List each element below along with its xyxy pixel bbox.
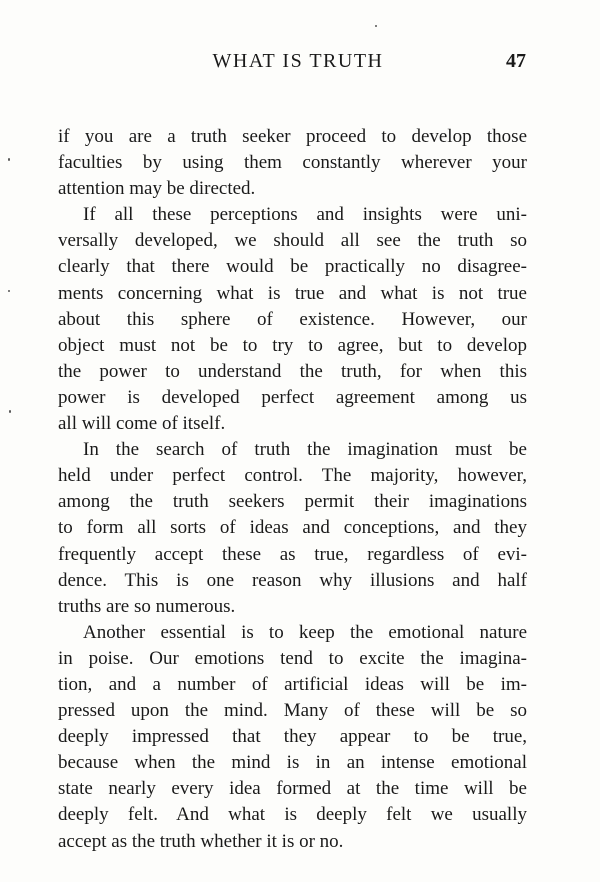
text-line: all will come of itself. xyxy=(58,413,226,435)
text-line: clearly that there would be practically no disagree- xyxy=(58,256,527,278)
scan-speck xyxy=(8,158,10,161)
running-title: WHAT IS TRUTH xyxy=(212,50,384,72)
paragraph xyxy=(58,437,527,620)
text-line: held under perfect control. The majority, however, xyxy=(58,465,527,487)
text-line: deeply impressed that they appear to be true, xyxy=(58,726,527,748)
paragraph xyxy=(58,202,527,437)
text-line: power is developed perfect agreement among us xyxy=(58,386,527,408)
page-number: 47 xyxy=(506,50,526,72)
text-line: In the search of truth the imagination must be xyxy=(83,439,527,461)
text-line: pressed upon the mind. Many of these will be so xyxy=(58,700,527,722)
text-line: If all these perceptions and insights were uni- xyxy=(83,204,527,226)
text-line: about this sphere of existence. However, our xyxy=(58,308,527,330)
text-line: versally developed, we should all see the truth so xyxy=(58,230,527,252)
text-line: if you are a truth seeker proceed to develop those xyxy=(58,126,527,147)
text-line: because when the mind is in an intense emotional xyxy=(58,752,527,774)
scan-speck xyxy=(9,410,11,413)
text-line: state nearly every idea formed at the time will be xyxy=(58,778,527,800)
text-line: Another essential is to keep the emotional nature xyxy=(83,621,527,643)
text-line: attention may be directed. xyxy=(58,178,256,200)
paragraph xyxy=(58,620,527,855)
text-line: accept as the truth whether it is or no. xyxy=(58,830,344,852)
text-line: to form all sorts of ideas and conceptions, and they xyxy=(58,517,527,539)
text-line: ments concerning what is true and what is not true xyxy=(58,282,527,304)
text-line: frequently accept these as true, regardless of evi- xyxy=(58,543,527,565)
text-line: truths are so numerous. xyxy=(58,595,236,617)
scan-speck xyxy=(8,290,10,292)
scan-speck xyxy=(375,25,377,27)
text-line: object must not be to try to agree, but to develop xyxy=(58,334,527,356)
text-line: the power to understand the truth, for when this xyxy=(58,360,527,382)
text-line: in poise. Our emotions tend to excite the imagina- xyxy=(58,647,527,669)
page-header xyxy=(58,50,528,80)
text-line: faculties by using them constantly wherever your xyxy=(58,152,527,174)
text-line: deeply felt. And what is deeply felt we usually xyxy=(58,804,527,826)
paragraph xyxy=(58,124,527,202)
body-text xyxy=(58,124,527,855)
text-line: among the truth seekers permit their imaginations xyxy=(58,491,527,513)
text-line: dence. This is one reason why illusions and half xyxy=(58,569,527,591)
text-line: tion, and a number of artificial ideas will be im- xyxy=(58,673,527,695)
